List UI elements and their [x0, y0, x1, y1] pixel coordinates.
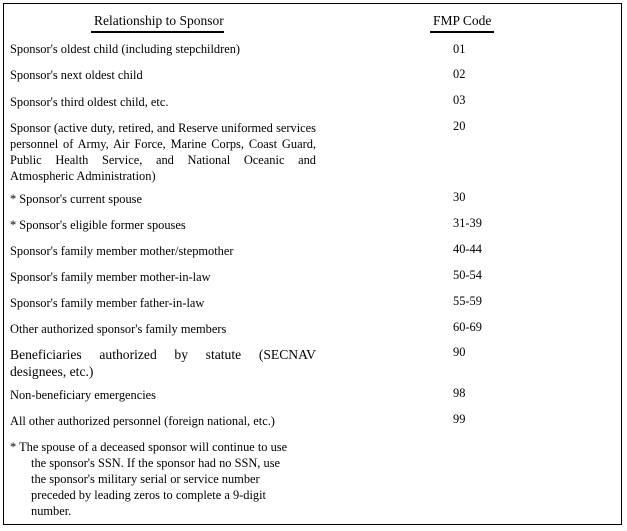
row-fmp-code: 20	[453, 119, 466, 133]
row-relationship: Sponsor's third oldest child, etc.	[10, 95, 169, 109]
row-fmp-code: 90	[453, 345, 466, 359]
fmp-code-column-header: FMP Code	[433, 13, 492, 28]
row-fmp-code: 50-54	[453, 268, 482, 282]
row-relationship: Beneficiaries authorized by statute (SECNAV designees, etc.)	[10, 347, 316, 379]
row-fmp-code: 03	[453, 93, 466, 107]
relationship-column-header: Relationship to Sponsor	[94, 13, 224, 28]
row-fmp-code: 02	[453, 67, 466, 81]
row-relationship: * Sponsor's eligible former spouses	[10, 218, 186, 232]
relationship-header-underline	[91, 31, 224, 33]
row-relationship: * Sponsor's current spouse	[10, 192, 142, 206]
fmp-code-header-underline	[430, 31, 494, 33]
row-fmp-code: 30	[453, 190, 466, 204]
row-relationship: Non-beneficiary emergencies	[10, 388, 156, 402]
row-relationship: Sponsor's family member father-in-law	[10, 296, 205, 310]
row-fmp-code: 01	[453, 42, 466, 56]
spouse-footnote	[10, 439, 320, 519]
row-fmp-code: 55-59	[453, 294, 482, 308]
row-fmp-code: 40-44	[453, 242, 482, 256]
row-fmp-code: 99	[453, 412, 466, 426]
row-fmp-code: 60-69	[453, 320, 482, 334]
row-relationship: Other authorized sponsor's family members	[10, 322, 227, 336]
row-relationship: Sponsor (active duty, retired, and Reserve uniformed services personnel of Army, Air Force, Marine Corps, Coast Guard, Public Health Service, and National Oceanic and Atmospheric Administration)	[10, 121, 316, 183]
row-fmp-code: 98	[453, 386, 466, 400]
row-relationship: All other authorized personnel (foreign national, etc.)	[10, 414, 275, 428]
row-fmp-code: 31-39	[453, 216, 482, 230]
footnote-continuation: the sponsor's SSN. If the sponsor had no SSN, use the sponsor's military serial or service number preceded by leading zeros to complete a 9-digit number.	[31, 456, 281, 518]
footnote-first-line: * The spouse of a deceased sponsor will continue to use	[10, 440, 288, 454]
row-relationship: Sponsor's family member mother-in-law	[10, 270, 211, 284]
row-relationship: Sponsor's family member mother/stepmother	[10, 244, 234, 258]
row-relationship: Sponsor's next oldest child	[10, 68, 143, 82]
row-relationship: Sponsor's oldest child (including stepchildren)	[10, 42, 241, 56]
